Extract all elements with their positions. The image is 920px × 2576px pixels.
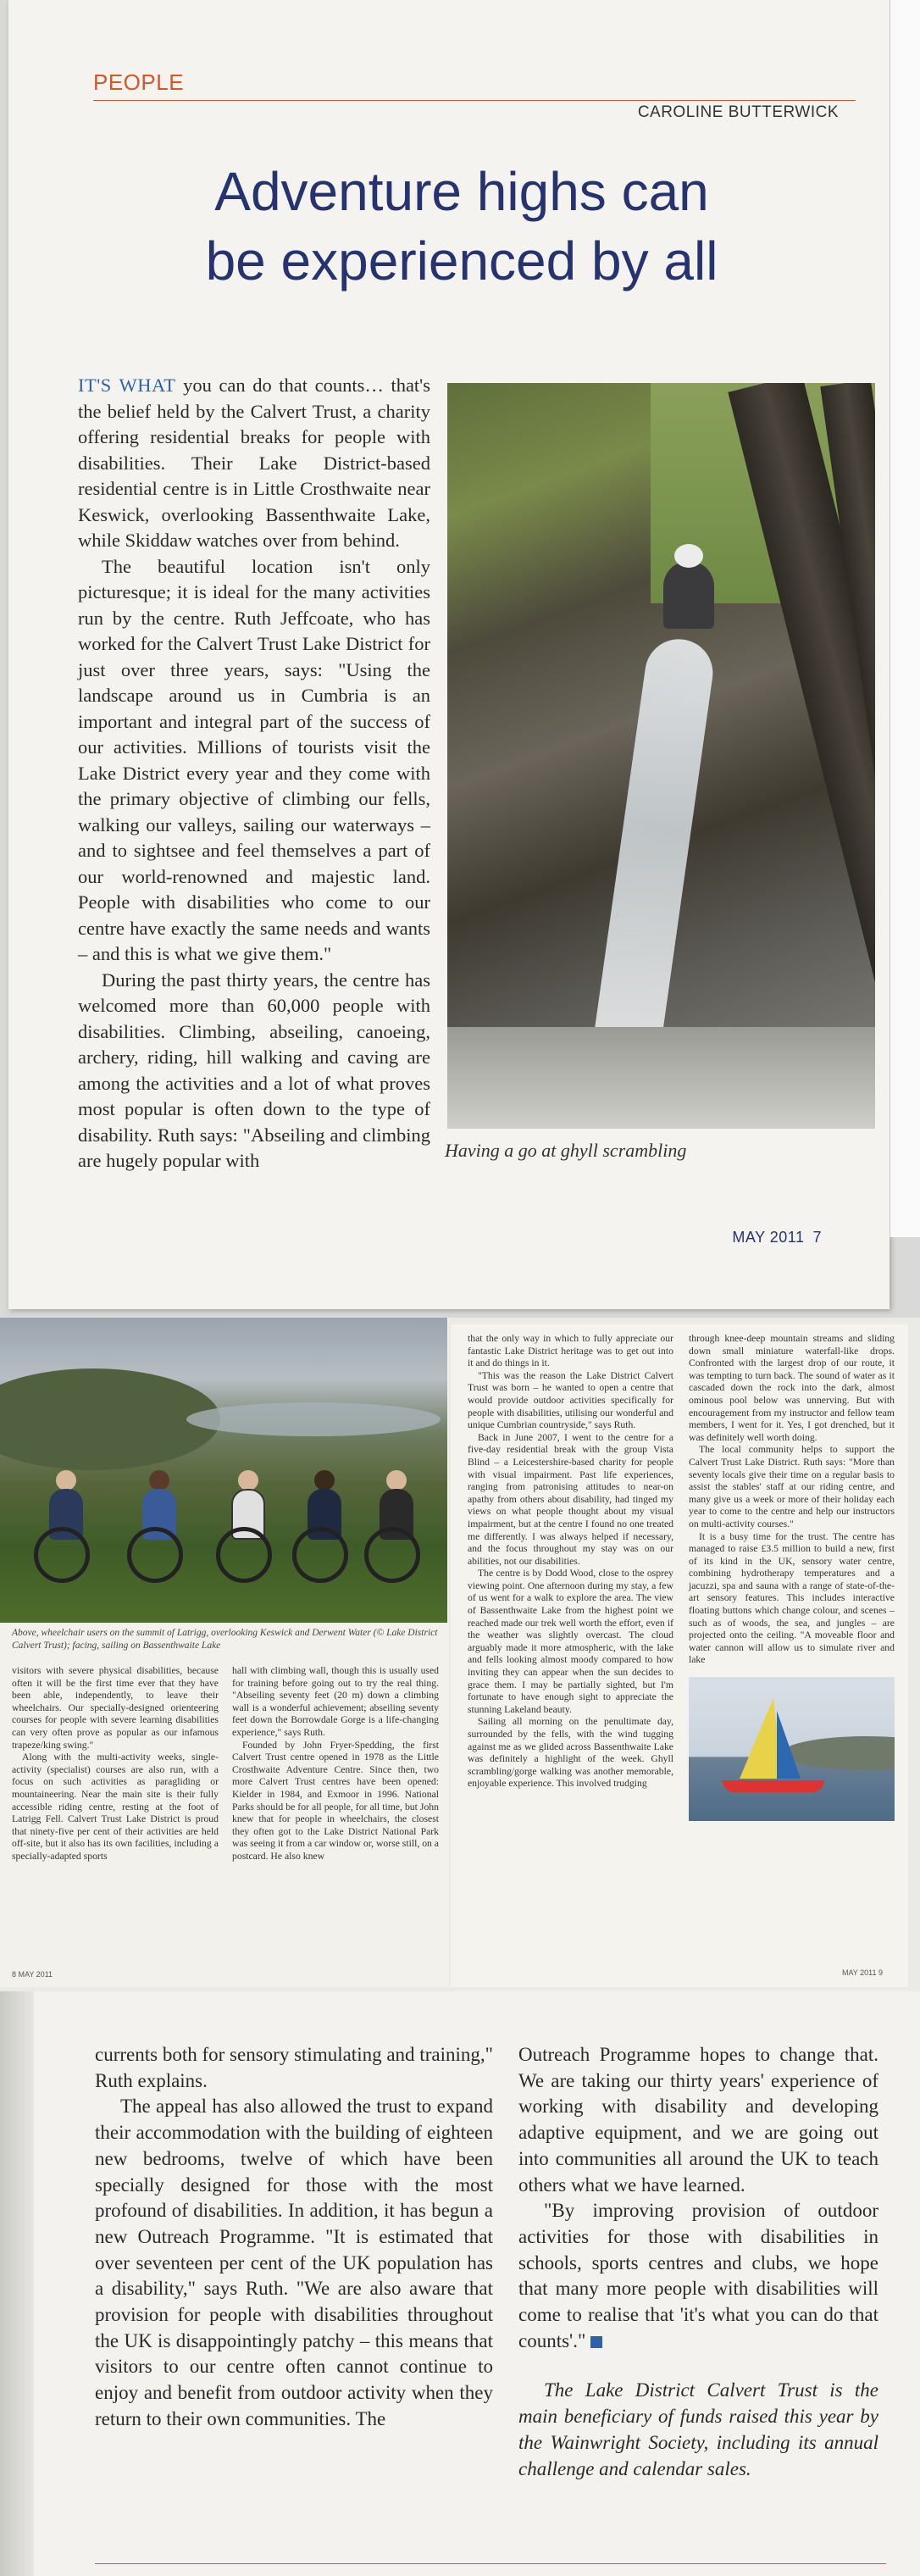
magazine-page-continuation: [0, 1991, 920, 2576]
folio-date: MAY 2011: [732, 1229, 805, 1246]
column-2: [232, 1665, 439, 1863]
footnote: The Lake District Calvert Trust is the main beneficiary of funds raised this year by the Wainwright Society, including its annual challenge and calendar sales.: [518, 2379, 878, 2479]
page-folio: 8 MAY 2011: [12, 1970, 53, 1979]
person-figure: [663, 561, 714, 629]
magazine-page-8: [0, 1318, 449, 1987]
paragraph: "By improving provision of outdoor activities for those with disabilities in schools, sports centres and clubs, we hope that many more people with disabilities will come to realise that 'it's what you can do that counts'.": [518, 2200, 878, 2351]
photo-caption: Having a go at ghyll scrambling: [445, 1140, 687, 1161]
sailing-photo: [689, 1677, 895, 1821]
article-columns: [12, 1665, 440, 1863]
article-column-right: [518, 2042, 878, 2482]
article-body-column: [78, 373, 430, 1174]
waterfall-photo: [447, 383, 875, 1129]
page-folio: MAY 2011 9: [841, 1968, 883, 1977]
paragraph: The appeal has also allowed the trust to expand their accommodation with the building of eighteen new bedrooms, twelve of which have been specially designed for those with the most profound of disabilities. In addition, it has begun a new Outreach Programme. "It is estimated that over seventeen per cent of the UK population has a disability," says Ruth. "We are also aware that provision for people with disabilities throughout the UK is disappointingly patchy – this means that visitors to our centre often cannot continue to enjoy and benefit from outdoor activity when they return to their own communities. The: [95, 2096, 493, 2429]
page-edge: [890, 0, 920, 1237]
footer-rule: [95, 2563, 886, 2564]
wheelchair-figure: [127, 1489, 193, 1582]
magazine-page-7: [8, 0, 890, 1309]
paragraph: Along with the multi-activity weeks, single-activity (specialist) courses are also run, with a focus on such activities as paragliding or mountaineering. Near the main site is their fully accessible riding centre, resting at the foot of Latrigg Fell. Calvert Trust Lake District is proud that ninety-five per cent of their activities are held off-site, but it also has its own facilities, including a specially-adapted sports: [12, 1752, 219, 1862]
article-headline: [110, 157, 813, 296]
page-folio: [732, 1229, 822, 1246]
paragraph: that the only way in which to fully appreciate our fantastic Lake District heritage was to get out into it and do things in it.: [468, 1333, 673, 1369]
wheelchair-users-photo: [0, 1318, 447, 1623]
wheelchair-figure: [34, 1489, 100, 1582]
wheelchair-figure: [216, 1489, 282, 1582]
paragraph: hall with climbing wall, though this is usually used for training before going out to try the real thing. "Abseiling seventy feet (20 m) down a climbing wall is a wonderful achievement; abseiling seventy feet down the Borrowdale Gorge is a life-changing experience," says Ruth.: [232, 1665, 439, 1738]
magazine-page-9: [451, 1324, 908, 1987]
magazine-spread-8-9: [0, 1318, 920, 1991]
paragraph: The centre is by Dodd Wood, close to the osprey viewing point. One afternoon during my stay, a few of us went for a walk to explore the area. The view of Bassenthwaite Lake from the highest point we reached made our trek well worth the effort, even if the weather was slightly overcast. The cloud arguably made it more atmospheric, with the lake and fells looking almost moody compared to how inviting they can appear when the sun decides to grace them. I may be partially sighted, but I'm fortunate to have enough sight to appreciate the stunning Lakeland beauty.: [468, 1568, 673, 1715]
photo-caption: Above, wheelchair users on the summit of Latrigg, overlooking Keswick and Derwent Water (© Lake District Calvert Trust); facing, sailing on Bassenthwaite Lake: [12, 1628, 438, 1651]
article-columns: [468, 1333, 895, 1821]
paragraph: IT'S WHAT you can do that counts… that's the belief held by the Calvert Trust, a charity offering residential breaks for people with disabilities. Their Lake District-based residential centre is in Little Crosthwaite near Keswick, overlooking Bassenthwaite Lake, while Skiddaw watches over from behind.: [78, 375, 430, 551]
paragraph: Back in June 2007, I went to the centre for a five-day residential break with the group Vista Blind – a Leicestershire-based charity for people with visual impairment. Past life experiences, ranging from patronising attitudes to near-on apathy from others about disability, had tinged my views on what people thought about my visual impairment, but at the centre I found no one treated me differently. I was always helped if necessary, and the focus throughout my stay was on our abilities, not our disabilities.: [468, 1431, 673, 1567]
paragraph: Sailing all morning on the penultimate day, surrounded by the fells, with the wind tugging against me as we glided across Bassenthwaite Lake was definitely a highlight of the week. Ghyll scrambling/gorge walking was another memorable, enjoyable experience. This involved trudging: [468, 1716, 673, 1790]
headline-line-1: Adventure highs can: [214, 161, 709, 222]
paragraph: "This was the reason the Lake District Calvert Trust was born – he wanted to open a centre that would provide outdoor activities specifically for people with disabilities, utilising our wonderful and unique Cumbrian countryside," says Ruth.: [468, 1369, 673, 1431]
paragraph: The local community helps to support the Calvert Trust Lake District. Ruth says: "More than seventy locals give their time on a regular basis to assist the stables' staff at our riding centre, and many give us a week or more of their holiday each year to come to the centre and help our instructors on multi-activity courses.": [689, 1444, 895, 1530]
article-column-left: [95, 2042, 493, 2433]
wheelchair-figure: [292, 1489, 358, 1582]
paragraph: The beautiful location isn't only picturesque; it is ideal for the many activities run by the centre. Ruth Jeffcoate, who has worked for the Calvert Trust Lake District for just over three years, says: "Using the landscape around us in Cumbria is an important and integral part of the success of our activities. Millions of tourists visit the Lake District every year and they come with the primary objective of climbing our fells, walking our valleys, sailing our waterways – and to sightsee and feel themselves a part of our world-renowned and majestic land. People with disabilities who come to our centre have exactly the same needs and wants – and this is what we give them.": [78, 555, 430, 964]
header-rule: [93, 100, 856, 101]
paragraph: Founded by John Fryer-Spedding, the first Calvert Trust centre opened in 1978 as the Little Crosthwaite Adventure Centre. Since then, two more Calvert Trust centres have been opened: Kielder in 1984, and Exmoor in 1996. National Parks should be for all people, for all time, but John knew that for people in wheelchairs, the closest they often got to the Lake District National Park was seeing it from a car window or, worse still, on a postcard. He also knew: [232, 1739, 439, 1862]
column-1: [468, 1333, 673, 1821]
column-1: [12, 1665, 219, 1863]
end-mark-icon: [590, 2336, 602, 2348]
paragraph: It is a busy time for the trust. The centre has managed to raise £3.5 million to build a new, first of its kind in the UK, sensory water centre, combining hydrotherapy temperatures and a jacuzzi, spa and sauna with a range of state-of-the-art sensory features. This includes interactive floating buttons which change colour, and scenes – such as of woods, the sea, and jungles – are projected onto the ceiling. "A moveable floor and water cannon will allow us to simulate river and lake: [689, 1530, 895, 1666]
lead-in: IT'S WHAT: [78, 375, 176, 396]
paragraph: During the past thirty years, the centre has welcomed more than 60,000 people with disabilities. Climbing, abseiling, canoeing, archery, riding, hill walking and caving are among the activities and a lot of what proves most popular is often down to the type of disability. Ruth says: "Abseiling and climbing are hugely popular with: [78, 969, 430, 1171]
paragraph: Outreach Programme hopes to change that. We are taking our thirty years' experience of working with disability and developing adaptive equipment, and we are going out into communities all around the UK to teach others what we have learned.: [518, 2044, 878, 2196]
column-2: [689, 1333, 895, 1821]
helmet: [674, 544, 703, 568]
folio-page-number: 7: [812, 1229, 822, 1246]
section-label: PEOPLE: [93, 69, 185, 95]
wheelchair-figure: [364, 1489, 430, 1582]
page-edge: [0, 1991, 34, 2576]
paragraph: through knee-deep mountain streams and sliding down small miniature waterfall-like drops. Confronted with the largest drop of our route, it was tempting to turn back. The sound of water as it cascaded down the rock into the dark, almost ominous pool below was unnerving. But with encouragement from my instructor and fellow team members, I went for it. Yes, I got drenched, but it was definitely well worth doing.: [689, 1333, 895, 1443]
paragraph: visitors with severe physical disabilities, because often it will be the first time ever that they have been able, independently, to leave their wheelchairs. Our specially-designed orienteering courses for people with severe learning disabilities can very often prove as popular as our infamous trapeze/king swing.": [12, 1665, 219, 1751]
headline-line-2: be experienced by all: [205, 230, 718, 291]
paragraph: currents both for sensory stimulating and training," Ruth explains.: [95, 2044, 493, 2091]
author-name: CAROLINE BUTTERWICK: [637, 103, 839, 121]
